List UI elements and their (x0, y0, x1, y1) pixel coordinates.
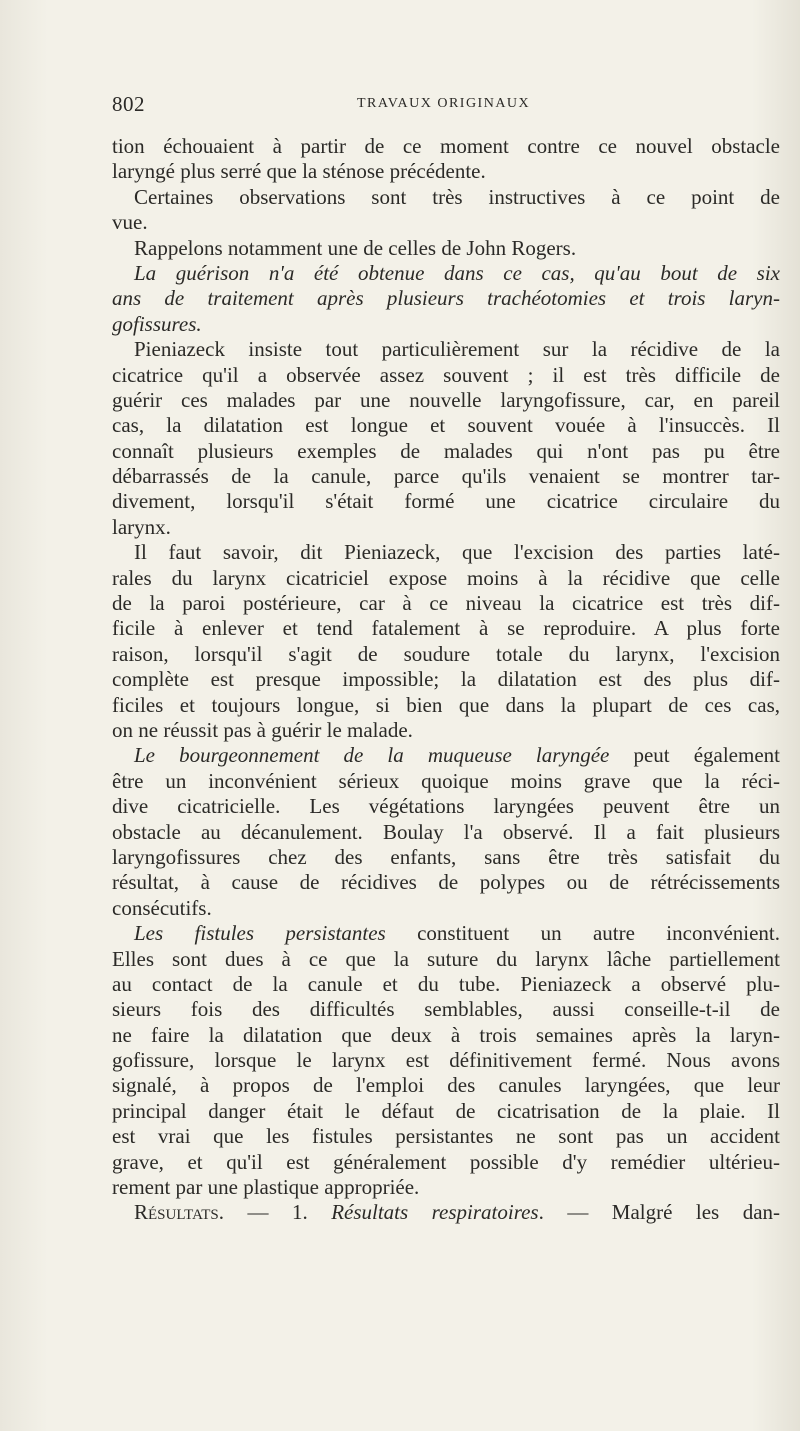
body-text (112, 134, 780, 1226)
text-line: larynx. (112, 514, 171, 539)
text-line: Pieniazeck insiste tout particulièrement sur la récidive de la (134, 337, 780, 362)
text-line: est vrai que les fistules persistantes ne sont pas un accident (112, 1124, 780, 1149)
text-line: tion échouaient à partir de ce moment contre ce nouvel obstacle (112, 134, 780, 158)
text-line: ans de traitement après plusieurs trachéotomies et trois laryn- (112, 286, 780, 311)
text-line: résultat, à cause de récidives de polypes ou de rétrécissements (112, 870, 780, 895)
text-line: principal danger était le défaut de cicatrisation de la plaie. Il (112, 1098, 780, 1123)
text-line: grave, et qu'il est généralement possible d'y remédier ultérieu- (112, 1149, 780, 1174)
text-line: connaît plusieurs exemples de malades qui n'ont pas pu être (112, 438, 780, 463)
text-line: ficiles et toujours longue, si bien que dans la plupart de ces cas, (112, 692, 780, 717)
text-line: obstacle au décanulement. Boulay l'a observé. Il a fait plusieurs (112, 819, 780, 844)
text-line: cicatrice qu'il a observée assez souvent ; il est très difficile de (112, 362, 780, 387)
text-line: gofissures. (112, 311, 202, 336)
text-line: Certaines observations sont très instructives à ce point de (134, 184, 780, 209)
text-line: divement, lorsqu'il s'était formé une cicatrice circulaire du (112, 489, 780, 514)
page-header (112, 92, 770, 116)
text-line: dive cicatricielle. Les végétations laryngées peuvent être un (112, 794, 780, 819)
running-head: TRAVAUX ORIGINAUX (357, 96, 531, 111)
text-line (112, 921, 780, 946)
text-line: on ne réussit pas à guérir le malade. (112, 717, 413, 742)
text-line: vue. (112, 210, 148, 235)
text-line: ficile à enlever et tend fatalement à se reproduire. A plus forte (112, 616, 780, 641)
text-run: . — 1. (218, 1200, 332, 1225)
text-line: consécutifs. (112, 895, 212, 920)
text-run: constituent un autre inconvénient. (385, 921, 780, 946)
text-line: Il faut savoir, dit Pieniazeck, que l'excision des parties laté- (134, 540, 780, 565)
text-line: raison, lorsqu'il s'agit de soudure totale du larynx, l'excision (112, 641, 780, 666)
text-line: rement par une plastique appropriée. (112, 1175, 420, 1200)
text-run: . — Malgré les dan- (538, 1200, 781, 1225)
text-line: cas, la dilatation est longue et souvent vouée à l'insuccès. Il (112, 413, 780, 438)
text-line: signalé, à propos de l'emploi des canules laryngées, que leur (112, 1073, 780, 1098)
text-line: sieurs fois des difficultés semblables, aussi conseille-t-il de (112, 997, 780, 1022)
text-line: gofissure, lorsque le larynx est définitivement fermé. Nous avons (112, 1048, 780, 1073)
text-line: débarrassés de la canule, parce qu'ils venaient se montrer tar- (112, 464, 780, 489)
text-line: Rappelons notamment une de celles de John Rogers. (134, 235, 577, 260)
text-line: au contact de la canule et du tube. Pieniazeck a observé plu- (112, 971, 780, 996)
text-line (112, 743, 780, 768)
text-line: complète est presque impossible; la dilatation est des plus dif- (112, 667, 780, 692)
text-line: guérir ces malades par une nouvelle laryngofissure, car, en pareil (112, 387, 780, 412)
text-line: Elles sont dues à ce que la suture du larynx lâche partiellement (112, 946, 780, 971)
text-line: laryngofissures chez des enfants, sans être très satisfait du (112, 844, 780, 869)
text-run: Résultats respiratoires (331, 1200, 539, 1225)
text-line (112, 1200, 780, 1225)
text-line: être un inconvénient sérieux quoique moins grave que la réci- (112, 768, 780, 793)
text-line: laryngé plus serré que la sténose précédente. (112, 159, 486, 184)
text-line: rales du larynx cicatriciel expose moins à la récidive que celle (112, 565, 780, 590)
text-line: de la paroi postérieure, car à ce niveau la cicatrice est très dif- (112, 591, 780, 616)
text-line: La guérison n'a été obtenue dans ce cas, qu'au bout de six (134, 260, 780, 285)
text-run: Résultats (134, 1200, 219, 1225)
text-run: peut également (609, 743, 780, 768)
text-run: Les fistules persistantes (134, 921, 386, 946)
page-number: 802 (112, 92, 145, 116)
text-line: ne faire la dilatation que deux à trois semaines après la laryn- (112, 1022, 780, 1047)
text-run: Le bourgeonnement de la muqueuse laryngée (134, 743, 610, 768)
